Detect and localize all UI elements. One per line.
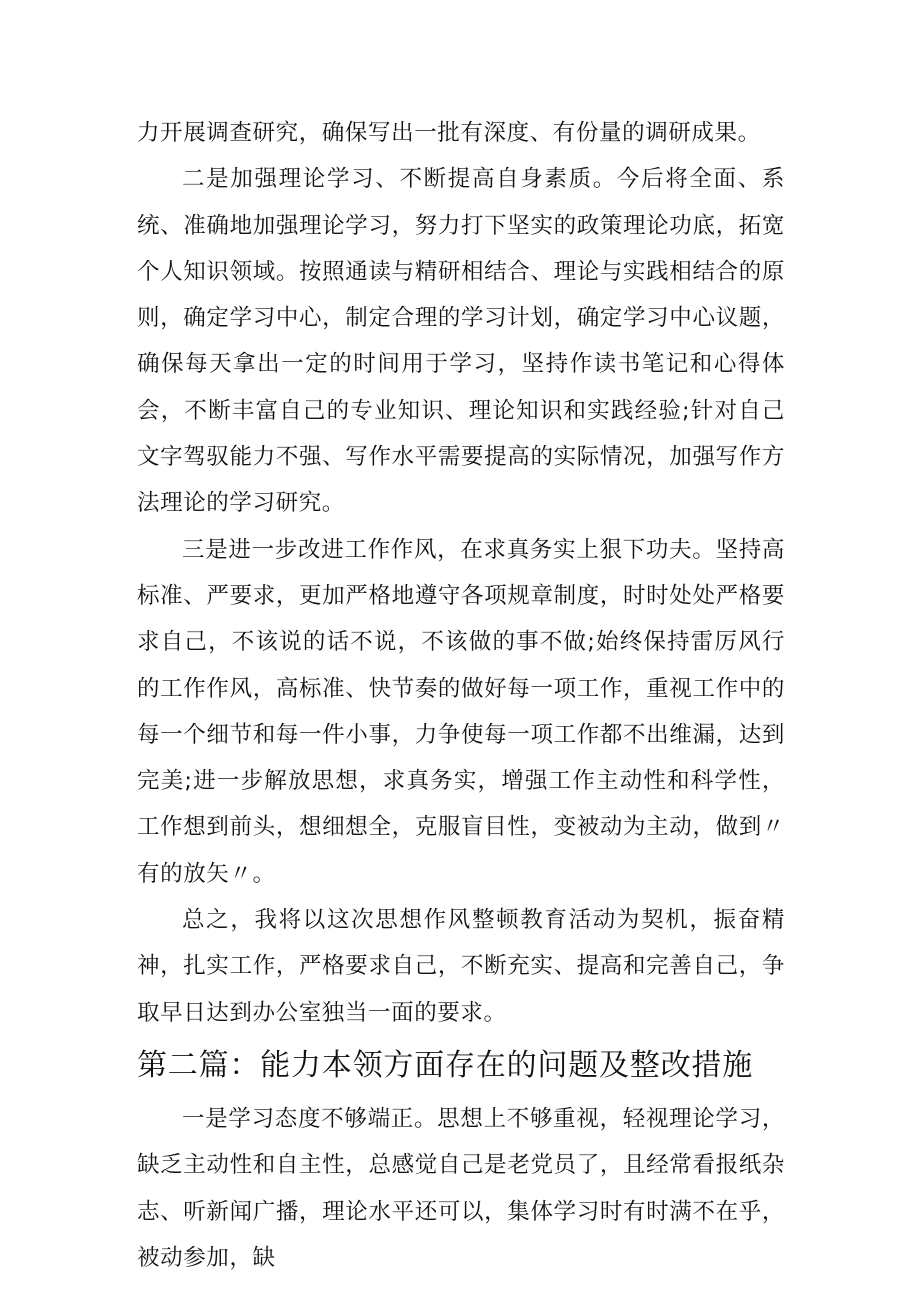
section-heading: 第二篇：能力本领方面存在的问题及整改措施 <box>137 1047 753 1083</box>
paragraph-attitude: 一是学习态度不够端正。思想上不够重视，轻视理论学习，缺乏主动性和自主性，总感觉自己是老党员了，且经常看报纸杂志、听新闻广播，理论水平还可以，集体学习时有时满不在乎，被动参加，缺 <box>137 1105 785 1271</box>
paragraph-continuation: 力开展调查研究，确保写出一批有深度、有份量的调研成果。 <box>137 120 761 146</box>
paragraph-work-style: 三是进一步改进工作作风，在求真务实上狠下功夫。坚持高标准、严要求，更加严格地遵守各项规章制度，时时处处严格要求自己，不该说的话不说，不该做的事不做;始终保持雷厉风行的工作作风，高标准、快节奏的做好每一项工作，重视工作中的每一个细节和每一件小事，力争使每一项工作都不出维漏，达到完美;进一步解放思想，求真务实，增强工作主动性和科学性，工作想到前头，想细想全，克服盲目性，变被动为主动，做到〃有的放矢〃。 <box>137 536 785 887</box>
document-body <box>137 110 785 1281</box>
paragraph-study: 二是加强理论学习、不断提高自身素质。今后将全面、系统、准确地加强理论学习，努力打下坚实的政策理论功底，拓宽个人知识领域。按照通读与精研相结合、理论与实践相结合的原则，确定学习中心，制定合理的学习计划，确定学习中心议题，确保每天拿出一定的时间用于学习，坚持作读书笔记和心得体会，不断丰富自己的专业知识、理论知识和实践经验;针对自己文字驾驭能力不强、写作水平需要提高的实际情况，加强写作方法理论的学习研究。 <box>137 166 785 517</box>
paragraph-summary: 总之，我将以这次思想作风整顿教育活动为契机，振奋精神，扎实工作，严格要求自己，不断充实、提高和完善自己，争取早日达到办公室独当一面的要求。 <box>137 907 785 1026</box>
